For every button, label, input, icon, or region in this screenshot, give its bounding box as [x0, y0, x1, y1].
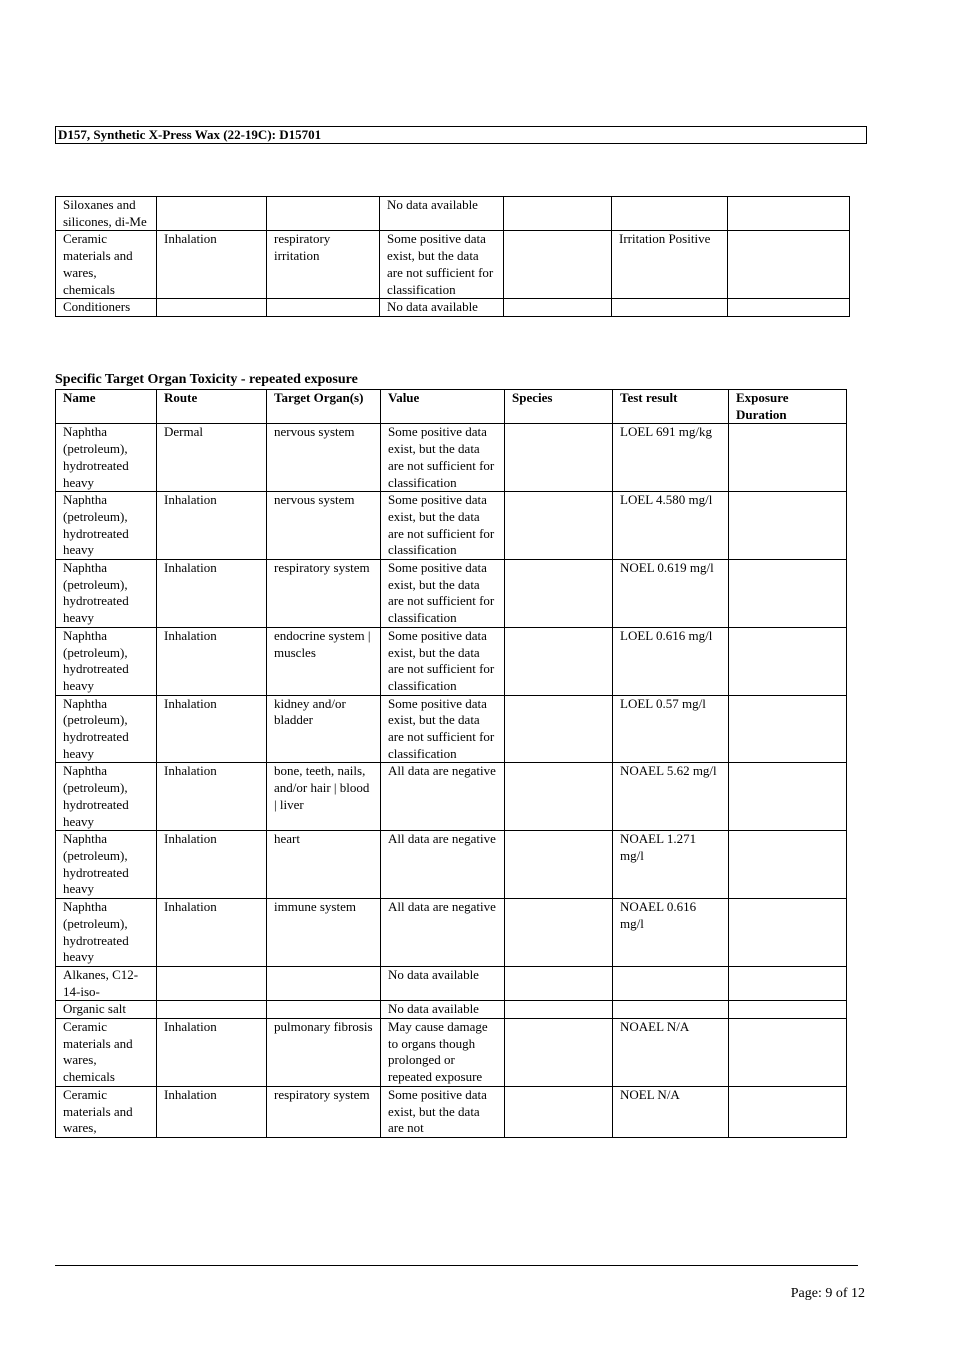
cell-name: Naphtha (petroleum), hydrotreated heavy	[56, 424, 157, 492]
table-row	[56, 492, 847, 560]
cell-exposure-duration	[729, 763, 847, 831]
cell-target-organs	[267, 1001, 381, 1019]
footer-divider	[55, 1265, 858, 1266]
table-row	[56, 299, 850, 317]
cell-test-result: LOEL 4.580 mg/l	[613, 492, 729, 560]
cell-route: Inhalation	[157, 560, 267, 628]
cell-exposure-duration	[729, 1086, 847, 1137]
cell-target-organs: kidney and/or bladder	[267, 695, 381, 763]
cell-species	[505, 1001, 613, 1019]
table-header-row	[56, 390, 847, 424]
cell-route	[157, 966, 267, 1000]
cell-species	[505, 899, 613, 967]
table-row	[56, 231, 850, 299]
cell-route: Inhalation	[157, 831, 267, 899]
table-row	[56, 1001, 847, 1019]
cell-target-organs: endocrine system | muscles	[267, 627, 381, 695]
cell-species	[505, 560, 613, 628]
cell-value: No data available	[381, 1001, 505, 1019]
cell-value: Some positive data exist, but the data are not sufficient for classification	[381, 560, 505, 628]
cell-target-organs	[267, 197, 380, 231]
cell-value: No data available	[380, 299, 504, 317]
cell-test-result: Irritation Positive	[612, 231, 728, 299]
cell-target-organs: pulmonary fibrosis	[267, 1019, 381, 1087]
cell-test-result: NOAEL N/A	[613, 1019, 729, 1087]
section-title: Specific Target Organ Toxicity - repeated exposure	[55, 372, 358, 387]
cell-exposure-duration	[729, 424, 847, 492]
cell-species	[504, 299, 612, 317]
cell-target-organs: respiratory irritation	[267, 231, 380, 299]
cell-name: Organic salt	[56, 1001, 157, 1019]
table-row	[56, 197, 850, 231]
table-row	[56, 560, 847, 628]
cell-route: Inhalation	[157, 763, 267, 831]
cell-exposure-duration	[729, 899, 847, 967]
column-header-route: Route	[157, 390, 267, 424]
cell-species	[505, 1019, 613, 1087]
cell-species	[505, 831, 613, 899]
cell-value: Some positive data exist, but the data are not sufficient for classification	[380, 231, 504, 299]
cell-target-organs: nervous system	[267, 492, 381, 560]
repeated-exposure-table	[55, 389, 847, 1138]
page-number: Page: 9 of 12	[790, 1286, 865, 1301]
cell-exposure-duration	[729, 1019, 847, 1087]
cell-name: Naphtha (petroleum), hydrotreated heavy	[56, 695, 157, 763]
cell-exposure-duration	[729, 695, 847, 763]
cell-route: Inhalation	[157, 627, 267, 695]
cell-route: Inhalation	[157, 695, 267, 763]
table-row	[56, 1086, 847, 1137]
cell-value: May cause damage to organs though prolonged or repeated exposure	[381, 1019, 505, 1087]
cell-name: Naphtha (petroleum), hydrotreated heavy	[56, 627, 157, 695]
cell-test-result: NOAEL 5.62 mg/l	[613, 763, 729, 831]
cell-route: Inhalation	[157, 1019, 267, 1087]
cell-route: Inhalation	[157, 231, 267, 299]
cell-species	[505, 695, 613, 763]
column-header-target-organs: Target Organ(s)	[267, 390, 381, 424]
cell-value: No data available	[381, 966, 505, 1000]
cell-species	[505, 1086, 613, 1137]
table-row	[56, 627, 847, 695]
cell-name: Siloxanes and silicones, di-Me	[56, 197, 157, 231]
table-row	[56, 966, 847, 1000]
cell-exposure-duration	[729, 966, 847, 1000]
cell-name: Conditioners	[56, 299, 157, 317]
cell-species	[505, 627, 613, 695]
cell-name: Naphtha (petroleum), hydrotreated heavy	[56, 831, 157, 899]
cell-test-result	[612, 299, 728, 317]
cell-value: Some positive data exist, but the data are not sufficient for classification	[381, 695, 505, 763]
column-header-species: Species	[505, 390, 613, 424]
cell-name: Ceramic materials and wares,	[56, 1086, 157, 1137]
column-header-name: Name	[56, 390, 157, 424]
cell-route	[157, 299, 267, 317]
cell-target-organs: bone, teeth, nails, and/or hair | blood | liver	[267, 763, 381, 831]
cell-name: Alkanes, C12-14-iso-	[56, 966, 157, 1000]
cell-exposure-duration	[729, 1001, 847, 1019]
cell-test-result: NOAEL 1.271 mg/l	[613, 831, 729, 899]
cell-test-result	[613, 966, 729, 1000]
cell-species	[505, 763, 613, 831]
cell-test-result	[613, 1001, 729, 1019]
cell-name: Naphtha (petroleum), hydrotreated heavy	[56, 763, 157, 831]
table-row	[56, 763, 847, 831]
cell-name: Naphtha (petroleum), hydrotreated heavy	[56, 560, 157, 628]
cell-target-organs: immune system	[267, 899, 381, 967]
cell-value: Some positive data exist, but the data are not	[381, 1086, 505, 1137]
cell-test-result: LOEL 0.616 mg/l	[613, 627, 729, 695]
column-header-exposure-duration: Exposure Duration	[729, 390, 847, 424]
cell-target-organs	[267, 299, 380, 317]
cell-value: All data are negative	[381, 899, 505, 967]
cell-test-result	[612, 197, 728, 231]
cell-route	[157, 1001, 267, 1019]
toxicity-table-continued	[55, 196, 850, 317]
cell-species	[504, 231, 612, 299]
cell-target-organs: respiratory system	[267, 560, 381, 628]
cell-value: Some positive data exist, but the data are not sufficient for classification	[381, 627, 505, 695]
cell-route: Inhalation	[157, 899, 267, 967]
cell-species	[505, 492, 613, 560]
cell-name: Naphtha (petroleum), hydrotreated heavy	[56, 899, 157, 967]
cell-value: All data are negative	[381, 831, 505, 899]
cell-test-result: LOEL 691 mg/kg	[613, 424, 729, 492]
table-row	[56, 831, 847, 899]
cell-value: All data are negative	[381, 763, 505, 831]
cell-target-organs: nervous system	[267, 424, 381, 492]
cell-exposure-duration	[729, 492, 847, 560]
cell-test-result: LOEL 0.57 mg/l	[613, 695, 729, 763]
column-header-value: Value	[381, 390, 505, 424]
cell-target-organs: heart	[267, 831, 381, 899]
cell-value: No data available	[380, 197, 504, 231]
cell-target-organs: respiratory system	[267, 1086, 381, 1137]
table-row	[56, 695, 847, 763]
cell-species	[505, 424, 613, 492]
cell-exposure-duration	[728, 231, 850, 299]
document-header: D157, Synthetic X-Press Wax (22-19C): D15701	[55, 126, 867, 144]
cell-exposure-duration	[729, 560, 847, 628]
cell-name: Naphtha (petroleum), hydrotreated heavy	[56, 492, 157, 560]
cell-test-result: NOAEL 0.616 mg/l	[613, 899, 729, 967]
cell-exposure-duration	[728, 299, 850, 317]
cell-species	[505, 966, 613, 1000]
cell-route	[157, 197, 267, 231]
table-row	[56, 899, 847, 967]
cell-exposure-duration	[729, 831, 847, 899]
cell-name: Ceramic materials and wares, chemicals	[56, 231, 157, 299]
cell-test-result: NOEL N/A	[613, 1086, 729, 1137]
table-row	[56, 1019, 847, 1087]
table-row	[56, 424, 847, 492]
cell-exposure-duration	[729, 627, 847, 695]
cell-target-organs	[267, 966, 381, 1000]
cell-value: Some positive data exist, but the data are not sufficient for classification	[381, 492, 505, 560]
cell-route: Inhalation	[157, 492, 267, 560]
cell-exposure-duration	[728, 197, 850, 231]
cell-species	[504, 197, 612, 231]
cell-test-result: NOEL 0.619 mg/l	[613, 560, 729, 628]
cell-route: Dermal	[157, 424, 267, 492]
cell-value: Some positive data exist, but the data are not sufficient for classification	[381, 424, 505, 492]
column-header-test-result: Test result	[613, 390, 729, 424]
cell-route: Inhalation	[157, 1086, 267, 1137]
cell-name: Ceramic materials and wares, chemicals	[56, 1019, 157, 1087]
